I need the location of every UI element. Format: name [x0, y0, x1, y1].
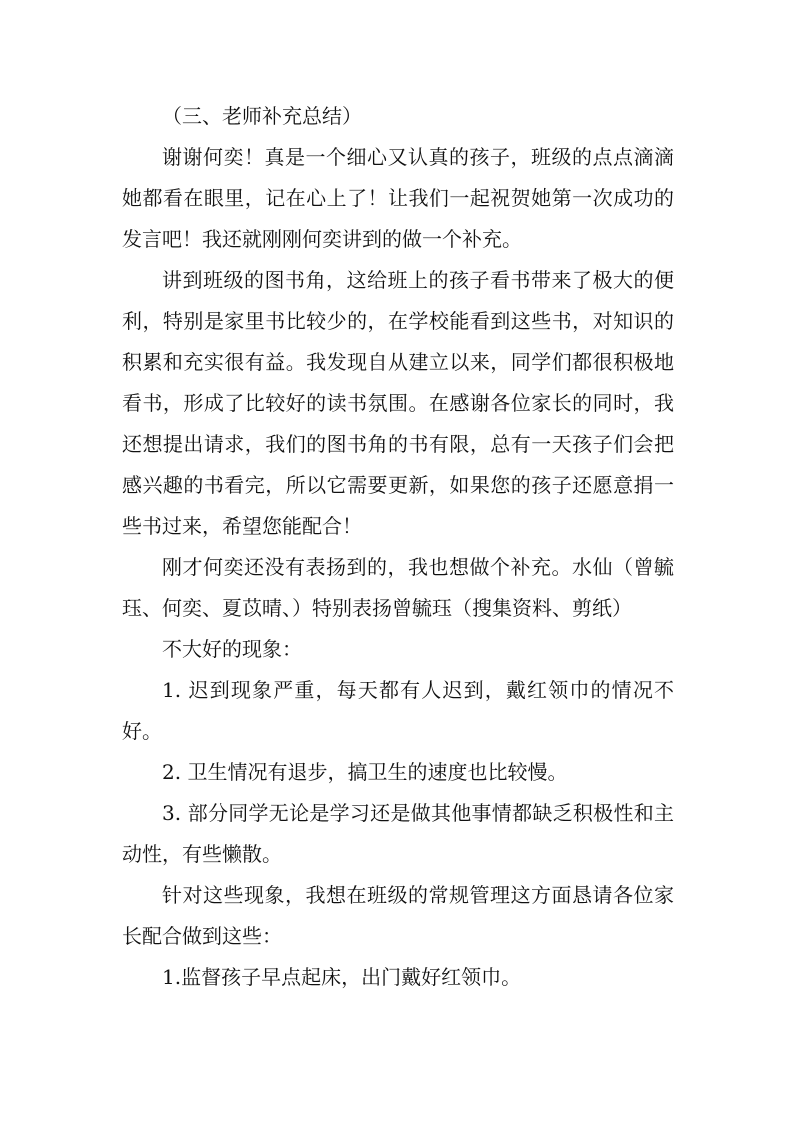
paragraph-praise: 刚才何奕还没有表扬到的，我也想做个补充。水仙（曾毓珏、何奕、夏苡晴、）特别表扬曾毓珏（搜集资料、剪纸）: [122, 555, 674, 620]
document-body: [122, 96, 674, 998]
list-item-hygiene: 2. 卫生情况有退步，搞卫生的速度也比较慢。: [162, 760, 568, 784]
paragraph-book-corner: 讲到班级的图书角，这给班上的孩子看书带来了极大的便利，特别是家里书比较少的，在学校能看到这些书，对知识的积累和充实很有益。我发现自从建立以来，同学们都很积极地看书，形成了比较好的读书氛围。在感谢各位家长的同时，我还想提出请求，我们的图书角的书有限，总有一天孩子们会把感兴趣的书看完，所以它需要更新，如果您的孩子还愿意捐一些书过来，希望您能配合！: [122, 268, 674, 538]
section-heading: （三、老师补充总结）: [162, 104, 362, 128]
paragraph-problems-heading: 不大好的现象：: [162, 637, 302, 661]
list-item-lateness: 1. 迟到现象严重，每天都有人迟到，戴红领巾的情况不好。: [122, 678, 674, 743]
paragraph-request: 针对这些现象，我想在班级的常规管理这方面恳请各位家长配合做到这些：: [122, 883, 674, 948]
list-item-wake-up: 1.监督孩子早点起床，出门戴好红领巾。: [162, 965, 522, 989]
paragraph-thanks: 谢谢何奕！真是一个细心又认真的孩子，班级的点点滴滴她都看在眼里，记在心上了！让我们一起祝贺她第一次成功的发言吧！我还就刚刚何奕讲到的做一个补充。: [122, 145, 674, 251]
list-item-initiative: 3. 部分同学无论是学习还是做其他事情都缺乏积极性和主动性，有些懒散。: [122, 801, 674, 866]
